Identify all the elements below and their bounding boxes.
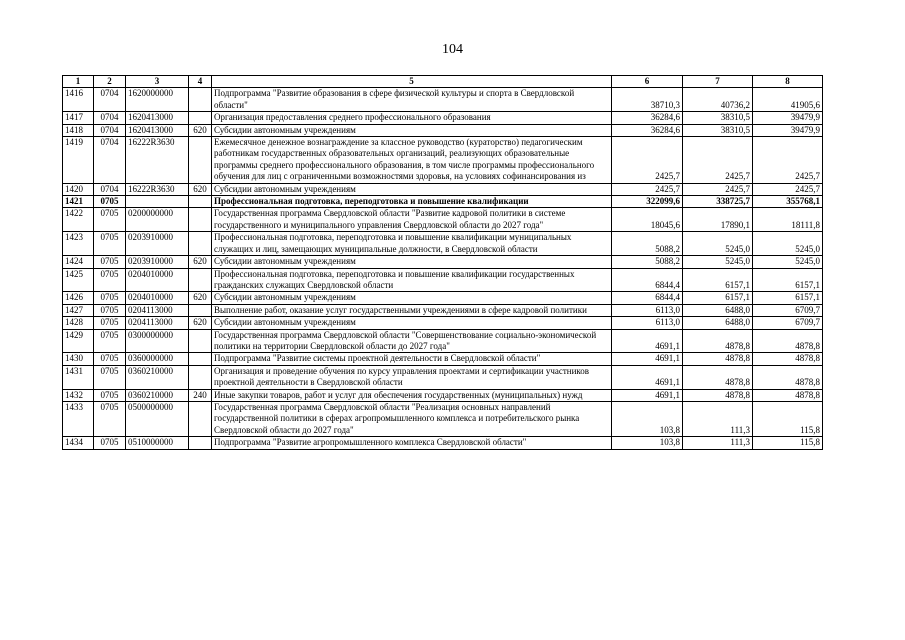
target-article-cell: 16222R3630	[126, 183, 189, 195]
table-row	[63, 88, 823, 112]
header-cell-1: 1	[63, 76, 94, 88]
amount-1-cell: 6113,0	[612, 317, 683, 329]
table-row	[63, 437, 823, 449]
amount-1-cell: 6844,4	[612, 292, 683, 304]
section-code-cell: 0705	[94, 437, 126, 449]
expense-type-cell: 620	[189, 124, 212, 136]
table-row	[63, 304, 823, 316]
row-number-cell: 1432	[63, 389, 94, 401]
amount-1-cell: 36284,6	[612, 112, 683, 124]
target-article-cell: 0204113000	[126, 304, 189, 316]
amount-2-cell: 4878,8	[683, 353, 753, 365]
row-number-cell: 1423	[63, 232, 94, 256]
amount-3-cell: 5245,0	[753, 232, 823, 256]
amount-2-cell: 4878,8	[683, 329, 753, 353]
row-number-cell: 1426	[63, 292, 94, 304]
amount-2-cell: 38310,5	[683, 112, 753, 124]
item-name-cell: Субсидии автономным учреждениям	[212, 317, 612, 329]
budget-table	[62, 75, 823, 450]
amount-1-cell: 322099,6	[612, 196, 683, 208]
target-article-cell: 1620000000	[126, 88, 189, 112]
target-article-cell: 0203910000	[126, 232, 189, 256]
section-code-cell: 0705	[94, 365, 126, 389]
page-number: 104	[442, 42, 463, 57]
amount-2-cell: 2425,7	[683, 183, 753, 195]
expense-type-cell	[189, 329, 212, 353]
expense-type-cell	[189, 112, 212, 124]
target-article-cell: 0300000000	[126, 329, 189, 353]
amount-3-cell: 6157,1	[753, 292, 823, 304]
amount-3-cell: 4878,8	[753, 389, 823, 401]
table-row	[63, 365, 823, 389]
section-code-cell: 0705	[94, 389, 126, 401]
amount-1-cell: 4691,1	[612, 353, 683, 365]
amount-1-cell: 5088,2	[612, 256, 683, 268]
table-row	[63, 124, 823, 136]
header-cell-8: 8	[753, 76, 823, 88]
expense-type-cell: 240	[189, 389, 212, 401]
row-number-cell: 1419	[63, 137, 94, 184]
table-row	[63, 317, 823, 329]
header-cell-5: 5	[212, 76, 612, 88]
amount-3-cell: 18111,8	[753, 208, 823, 232]
amount-1-cell: 4691,1	[612, 329, 683, 353]
amount-3-cell: 6709,7	[753, 304, 823, 316]
section-code-cell: 0704	[94, 112, 126, 124]
table-row	[63, 389, 823, 401]
table-row	[63, 137, 823, 184]
section-code-cell: 0705	[94, 401, 126, 436]
item-name-cell: Подпрограмма "Развитие системы проектной деятельности в Свердловской области"	[212, 353, 612, 365]
amount-2-cell: 6488,0	[683, 317, 753, 329]
section-code-cell: 0705	[94, 256, 126, 268]
expense-type-cell	[189, 232, 212, 256]
table-row	[63, 268, 823, 292]
amount-1-cell: 103,8	[612, 437, 683, 449]
table-row	[63, 329, 823, 353]
amount-1-cell: 36284,6	[612, 124, 683, 136]
header-cell-2: 2	[94, 76, 126, 88]
target-article-cell: 0360000000	[126, 353, 189, 365]
amount-3-cell: 4878,8	[753, 329, 823, 353]
table-row	[63, 112, 823, 124]
item-name-cell: Профессиональная подготовка, переподготовка и повышение квалификации муниципальных служащих и лиц, замещающих муниципальные должности, в Свердловской области	[212, 232, 612, 256]
item-name-cell: Иные закупки товаров, работ и услуг для обеспечения государственных (муниципальных) нужд	[212, 389, 612, 401]
amount-3-cell: 115,8	[753, 437, 823, 449]
target-article-cell: 0500000000	[126, 401, 189, 436]
target-article-cell: 0204113000	[126, 317, 189, 329]
table-row	[63, 183, 823, 195]
item-name-cell: Субсидии автономным учреждениям	[212, 124, 612, 136]
table-row	[63, 232, 823, 256]
item-name-cell: Профессиональная подготовка, переподготовка и повышение квалификации государственных гражданских служащих Свердловской области	[212, 268, 612, 292]
item-name-cell: Государственная программа Свердловской области "Развитие кадровой политики в системе государственного и муниципального управления Свердловской области до 2027 года"	[212, 208, 612, 232]
amount-1-cell: 4691,1	[612, 389, 683, 401]
row-number-cell: 1433	[63, 401, 94, 436]
header-cell-7: 7	[683, 76, 753, 88]
amount-3-cell: 2425,7	[753, 137, 823, 184]
amount-3-cell: 115,8	[753, 401, 823, 436]
amount-3-cell: 39479,9	[753, 112, 823, 124]
row-number-cell: 1416	[63, 88, 94, 112]
section-code-cell: 0705	[94, 232, 126, 256]
amount-2-cell: 6488,0	[683, 304, 753, 316]
amount-3-cell: 355768,1	[753, 196, 823, 208]
section-code-cell: 0704	[94, 88, 126, 112]
target-article-cell	[126, 196, 189, 208]
header-row	[63, 76, 823, 88]
amount-2-cell: 111,3	[683, 401, 753, 436]
item-name-cell: Государственная программа Свердловской области "Реализация основных направлений государственной политики в сферах агропромышленного комплекса и потребительского рынка Свердловской области до 2027 года"	[212, 401, 612, 436]
expense-type-cell	[189, 353, 212, 365]
amount-2-cell: 6157,1	[683, 292, 753, 304]
item-name-cell: Государственная программа Свердловской области "Совершенствование социально-экономической политики на территории Свердловской области до 2027 года"	[212, 329, 612, 353]
section-code-cell: 0704	[94, 137, 126, 184]
amount-1-cell: 6113,0	[612, 304, 683, 316]
row-number-cell: 1434	[63, 437, 94, 449]
amount-2-cell: 38310,5	[683, 124, 753, 136]
section-code-cell: 0705	[94, 292, 126, 304]
amount-1-cell: 18045,6	[612, 208, 683, 232]
row-number-cell: 1420	[63, 183, 94, 195]
table-body	[63, 88, 823, 449]
header-cell-4: 4	[189, 76, 212, 88]
target-article-cell: 0200000000	[126, 208, 189, 232]
row-number-cell: 1424	[63, 256, 94, 268]
amount-3-cell: 39479,9	[753, 124, 823, 136]
amount-3-cell: 6157,1	[753, 268, 823, 292]
table-row	[63, 256, 823, 268]
item-name-cell: Организация и проведение обучения по курсу управления проектами и сертификации участников проектной деятельности в Свердловской области	[212, 365, 612, 389]
section-code-cell: 0704	[94, 124, 126, 136]
amount-3-cell: 5245,0	[753, 256, 823, 268]
section-code-cell: 0705	[94, 208, 126, 232]
target-article-cell: 0203910000	[126, 256, 189, 268]
expense-type-cell: 620	[189, 292, 212, 304]
item-name-cell: Профессиональная подготовка, переподготовка и повышение квалификации	[212, 196, 612, 208]
target-article-cell: 0204010000	[126, 292, 189, 304]
amount-1-cell: 4691,1	[612, 365, 683, 389]
target-article-cell: 0510000000	[126, 437, 189, 449]
expense-type-cell	[189, 401, 212, 436]
expense-type-cell	[189, 88, 212, 112]
amount-1-cell: 38710,3	[612, 88, 683, 112]
row-number-cell: 1431	[63, 365, 94, 389]
amount-3-cell: 6709,7	[753, 317, 823, 329]
amount-2-cell: 5245,0	[683, 256, 753, 268]
target-article-cell: 1620413000	[126, 124, 189, 136]
section-code-cell: 0705	[94, 353, 126, 365]
item-name-cell: Подпрограмма "Развитие агропромышленного комплекса Свердловской области"	[212, 437, 612, 449]
section-code-cell: 0705	[94, 304, 126, 316]
expense-type-cell: 620	[189, 256, 212, 268]
amount-3-cell: 2425,7	[753, 183, 823, 195]
amount-2-cell: 5245,0	[683, 232, 753, 256]
expense-type-cell	[189, 268, 212, 292]
row-number-cell: 1421	[63, 196, 94, 208]
table-row	[63, 196, 823, 208]
table-row	[63, 353, 823, 365]
row-number-cell: 1430	[63, 353, 94, 365]
amount-2-cell: 111,3	[683, 437, 753, 449]
amount-1-cell: 6844,4	[612, 268, 683, 292]
expense-type-cell	[189, 137, 212, 184]
section-code-cell: 0704	[94, 183, 126, 195]
target-article-cell: 0360210000	[126, 389, 189, 401]
item-name-cell: Подпрограмма "Развитие образования в сфере физической культуры и спорта в Свердловской области"	[212, 88, 612, 112]
section-code-cell: 0705	[94, 329, 126, 353]
target-article-cell: 0204010000	[126, 268, 189, 292]
row-number-cell: 1417	[63, 112, 94, 124]
item-name-cell: Организация предоставления среднего профессионального образования	[212, 112, 612, 124]
section-code-cell: 0705	[94, 196, 126, 208]
expense-type-cell: 620	[189, 317, 212, 329]
table-row	[63, 292, 823, 304]
amount-2-cell: 4878,8	[683, 389, 753, 401]
expense-type-cell	[189, 208, 212, 232]
target-article-cell: 16222R3630	[126, 137, 189, 184]
item-name-cell: Выполнение работ, оказание услуг государственными учреждениями в сфере кадровой политики	[212, 304, 612, 316]
amount-1-cell: 2425,7	[612, 183, 683, 195]
expense-type-cell	[189, 365, 212, 389]
item-name-cell: Субсидии автономным учреждениям	[212, 292, 612, 304]
item-name-cell: Субсидии автономным учреждениям	[212, 183, 612, 195]
expense-type-cell	[189, 304, 212, 316]
amount-2-cell: 338725,7	[683, 196, 753, 208]
table-row	[63, 208, 823, 232]
amount-2-cell: 2425,7	[683, 137, 753, 184]
amount-2-cell: 40736,2	[683, 88, 753, 112]
expense-type-cell	[189, 437, 212, 449]
amount-3-cell: 41905,6	[753, 88, 823, 112]
amount-2-cell: 17890,1	[683, 208, 753, 232]
row-number-cell: 1428	[63, 317, 94, 329]
amount-2-cell: 6157,1	[683, 268, 753, 292]
section-code-cell: 0705	[94, 268, 126, 292]
amount-1-cell: 103,8	[612, 401, 683, 436]
amount-3-cell: 4878,8	[753, 353, 823, 365]
amount-3-cell: 4878,8	[753, 365, 823, 389]
amount-2-cell: 4878,8	[683, 365, 753, 389]
expense-type-cell: 620	[189, 183, 212, 195]
item-name-cell: Ежемесячное денежное вознаграждение за классное руководство (кураторство) педагогическим работникам государственных образовательных организаций, реализующих образовательные программы среднего профессионального образования, в том числе программы профессионального обучения для лиц с ограниченными возможностями здоровья, на условиях софинансирования из	[212, 137, 612, 184]
row-number-cell: 1427	[63, 304, 94, 316]
header-cell-3: 3	[126, 76, 189, 88]
target-article-cell: 0360210000	[126, 365, 189, 389]
row-number-cell: 1429	[63, 329, 94, 353]
amount-1-cell: 5088,2	[612, 232, 683, 256]
row-number-cell: 1425	[63, 268, 94, 292]
item-name-cell: Субсидии автономным учреждениям	[212, 256, 612, 268]
header-cell-6: 6	[612, 76, 683, 88]
target-article-cell: 1620413000	[126, 112, 189, 124]
row-number-cell: 1418	[63, 124, 94, 136]
section-code-cell: 0705	[94, 317, 126, 329]
amount-1-cell: 2425,7	[612, 137, 683, 184]
table-row	[63, 401, 823, 436]
expense-type-cell	[189, 196, 212, 208]
row-number-cell: 1422	[63, 208, 94, 232]
